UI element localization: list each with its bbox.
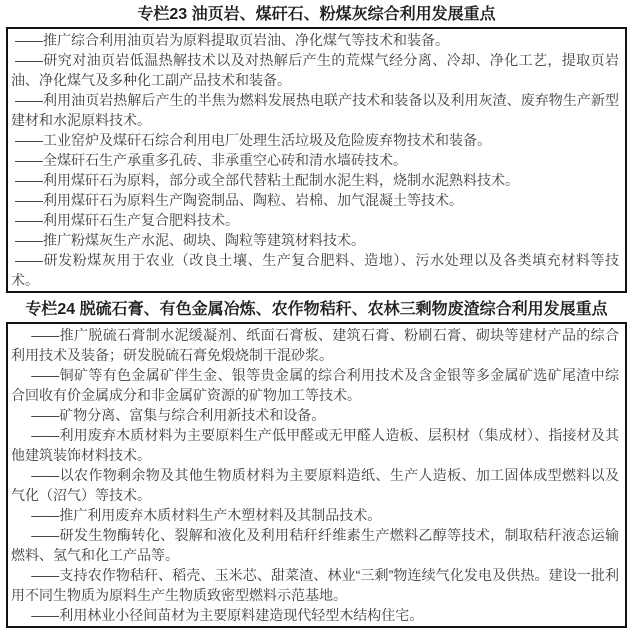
list-item: ——全煤矸石生产承重多孔砖、非承重空心砖和清水墙砖技术。 [15,152,407,168]
list-item: ——支持农作物秸秆、稻壳、玉米芯、甜菜渣、林业“三剩”物连续气化发电及供热。建设一批利用不同生物质为原料生产生物质致密型燃料示范基地。 [11,567,619,603]
list-item: ——利用煤矸石为原料生产陶瓷制品、陶粒、岩棉、加气混凝土等技术。 [15,192,463,208]
list-item: ——利用油页岩热解后产生的半焦为燃料发展热电联产技术和装备以及利用灰渣、废弃物生产新型建材和水泥原料技术。 [11,92,619,128]
list-item: ——利用林业小径间苗材为主要原料建造现代轻型木结构住宅。 [31,607,424,623]
section-box-23 [6,27,627,293]
section-box-24 [6,322,627,628]
list-item: ——推广利用废弃木质材料生产木塑材料及其制品技术。 [31,507,382,523]
list-item: ——以农作物剩余物及其他生物质材料为主要原料造纸、生产人造板、加工固体成型燃料以及气化（沼气）等技术。 [11,467,619,503]
list-item: ——研究对油页岩低温热解技术以及对热解后产生的荒煤气经分离、冷却、净化工艺，提取页岩油、净化煤气及多种化工副产品技术和装备。 [11,52,619,88]
list-item: ——利用煤矸石生产复合肥料技术。 [15,212,239,228]
list-item: ——矿物分离、富集与综合利用新技术和设备。 [31,407,326,423]
list-item: ——研发生物酶转化、裂解和液化及利用秸秆纤维素生产燃料乙醇等技术，制取秸秆液态运输燃料、氢气和化工产品等。 [11,527,619,563]
list-item: ——推广粉煤灰生产水泥、砌块、陶粒等建筑材料技术。 [15,232,365,248]
list-item: ——铜矿等有色金属矿伴生金、银等贵金属的综合利用技术及含金银等多金属矿选矿尾渣中综合回收有价金属成分和非金属矿资源的矿物加工等技术。 [11,367,619,403]
list-item: ——推广脱硫石膏制水泥缓凝剂、纸面石膏板、建筑石膏、粉刷石膏、砌块等建材产品的综合利用技术及装备；研发脱硫石膏免煅烧制干混砂浆。 [11,327,619,363]
section-title-23: 专栏23 油页岩、煤矸石、粉煤灰综合利用发展重点 [137,6,496,23]
list-item: ——工业窑炉及煤矸石综合利用电厂处理生活垃圾及危险废弃物技术和装备。 [15,132,491,148]
list-item: ——利用煤矸石为原料，部分或全部代替粘土配制水泥生料，烧制水泥熟料技术。 [15,172,519,188]
list-item: ——推广综合利用油页岩为原料提取页岩油、净化煤气等技术和装备。 [15,32,449,48]
list-item: ——研发粉煤灰用于农业（改良土壤、生产复合肥料、造地）、污水处理以及各类填充材料等技术。 [11,252,619,288]
list-item: ——利用废弃木质材料为主要原料生产低甲醛或无甲醛人造板、层积材（集成材）、指接材及其他建筑装饰材料技术。 [11,427,619,463]
section-title-24: 专栏24 脱硫石膏、有色金属冶炼、农作物秸秆、农林三剩物废渣综合利用发展重点 [25,301,608,318]
